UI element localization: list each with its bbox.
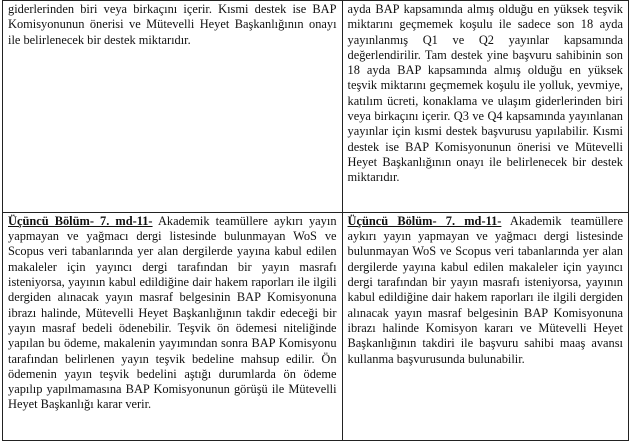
section-reference: Üçüncü Bölüm- 7. md-11-: [347, 213, 502, 228]
comparison-table: [2, 0, 629, 441]
cell-text: Akademik teamüllere aykırı yayın yapmayan ve yağmacı dergi listesinde bulunmayan WoS ve Scopus veri tabanlarında yer alan dergilerde yayına kabul edilen makaleler için yayıncı dergi tarafından bir yayın masrafı isteniyorsa, yayının kabul edildiğine dair hakem raporları ile ilgili dergiden alınacak yayın masraf belgesinin BAP Komisyonuna ibrazı halinde, Mütevelli Heyet Başkanlığının takdir edeceği bir yayın masraf bedeli ödenebilir. Teşvik ön ödemesi niteliğinde yapılan bu ödeme, makalenin yayımından sonra BAP Komisyonu tarafından belirlenen yayın teşvik bedeline mahsup edilir. Ön ödemenin yayın teşvik bedelini aştığı durumlarda ön ödeme yapılıp yapılmamasına BAP Komisyonunun görüşü ile Mütevelli Heyet Başkanlığı karar verir.: [8, 213, 337, 412]
cell-paragraph: [348, 214, 623, 367]
table-row: [3, 212, 629, 440]
table-row: [3, 1, 629, 213]
cell-paragraph: [8, 2, 337, 48]
cell-paragraph: [8, 214, 337, 413]
table-cell-right: [342, 212, 628, 440]
cell-text: ayda BAP kapsamında almış olduğu en yüksek teşvik miktarını geçmemek koşulu ile sadece son 18 ayda yayınlanmış Q1 ve Q2 yayınlar kapsamında değerlendirilir. Tam destek yine başvuru sahibinin son 18 ayda BAP kapsamında almış olduğu en yüksek teşvik miktarını geçmemek koşulu ile yolluk, yevmiye, katılım ücreti, konaklama ve ulaşım giderlerinden biri veya birkaçını içerir. Q3 ve Q4 kapsamında yayınlanan yayınlar için kısmi destek başvurusu yapılabilir. Kısmi destek ise BAP Komisyonunun önerisi ve Mütevelli Heyet Başkanlığının onayı ile belirlenecek bir destek miktarıdır.: [347, 2, 623, 185]
table-cell-right: [342, 1, 628, 213]
cell-text: giderlerinden biri veya birkaçını içerir. Kısmi destek ise BAP Komisyonunun önerisi ve Mütevelli Heyet Başkanlığının onayı ile belirlenecek bir destek miktarıdır.: [8, 2, 337, 47]
cell-text: Akademik teamüllere aykırı yayın yapmayan ve yağmacı dergi listesinde bulunmayan WoS ve Scopus veri tabanlarında yer alan dergilerde yayına kabul edilen makaleler için yayıncı dergi tarafından bir yayın masrafı isteniyorsa, yayının kabul edildiğine dair hakem raporları ile ilgili dergiden alınacak yayın masraf belgesinin BAP Komisyonuna ibrazı halinde Komisyon kararı ve Mütevelli Heyet Başkanlığının takdiri ile başvuru sahibi maaş avansı kullanma başvurusunda bulunabilir.: [347, 213, 623, 366]
section-reference: Üçüncü Bölüm- 7. md-11-: [8, 213, 153, 228]
table-cell-left: [3, 212, 343, 440]
table-cell-left: [3, 1, 343, 213]
cell-paragraph: [348, 2, 623, 186]
